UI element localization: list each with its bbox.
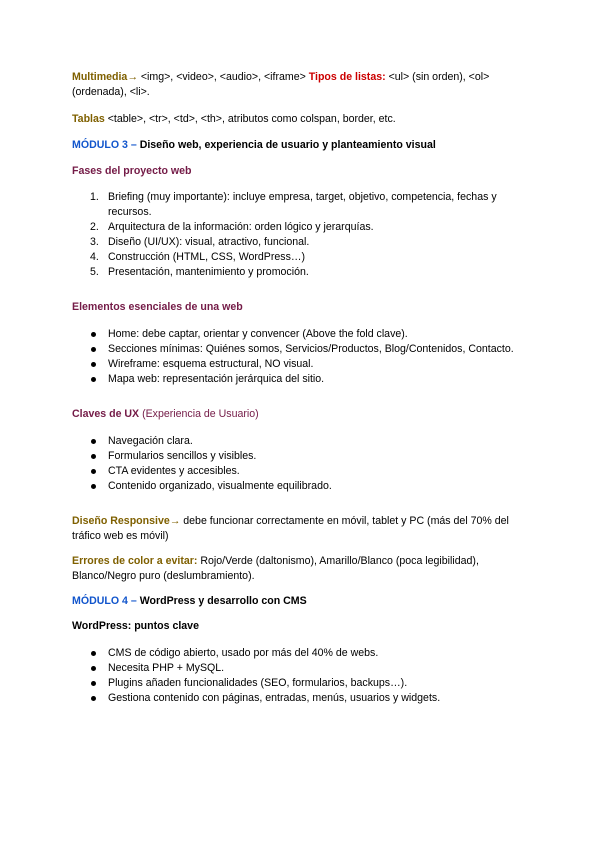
fases-list [72, 190, 528, 280]
list-item: 1. Briefing (muy importante): incluye empresa, target, objetivo, competencia, fechas y recursos. [90, 191, 497, 218]
list-item-text: Construcción (HTML, CSS, WordPress…) [108, 251, 306, 263]
list-item: 4. Construcción (HTML, CSS, WordPress…) [90, 251, 306, 263]
multimedia-paragraph [72, 70, 528, 100]
fases-heading: Fases del proyecto web [72, 165, 192, 177]
modulo4-title: WordPress y desarrollo con CMS [136, 595, 307, 607]
modulo4-prefix: MÓDULO 4 – [72, 595, 137, 607]
list-item-text: Presentación, mantenimiento y promoción. [108, 266, 309, 278]
list-item-text: CMS de código abierto, usado por más del 40% de webs. [108, 647, 379, 659]
bullet-icon [91, 666, 96, 671]
list-item [72, 676, 528, 691]
list-item [72, 661, 528, 676]
bullet-icon [91, 454, 96, 459]
list-item: 2. Arquitectura de la información: orden lógico y jerarquías. [90, 221, 374, 233]
multimedia-tags: <img>, <video>, <audio>, <iframe> [137, 71, 309, 83]
bullet-icon [91, 332, 96, 337]
document-page [72, 70, 528, 706]
list-item-text: Necesita PHP + MySQL. [108, 662, 225, 674]
list-item: 5. Presentación, mantenimiento y promoción. [90, 266, 309, 278]
list-item [72, 434, 528, 449]
elementos-list [72, 327, 528, 387]
list-item-text: Plugins añaden funcionalidades (SEO, formularios, backups…). [108, 677, 408, 689]
wordpress-heading: WordPress: puntos clave [72, 620, 199, 632]
modulo4-heading [72, 594, 528, 609]
errores-paragraph [72, 554, 528, 584]
bullet-icon [91, 484, 96, 489]
modulo3-prefix: MÓDULO 3 – [72, 139, 137, 151]
list-item-text: CTA evidentes y accesibles. [108, 465, 240, 477]
bullet-icon [91, 347, 96, 352]
bullet-icon [91, 696, 96, 701]
multimedia-label: Multimedia [72, 71, 128, 83]
responsive-label: Diseño Responsive [72, 515, 170, 527]
listas-label: Tipos de listas: [308, 71, 386, 83]
list-item-text: Formularios sencillos y visibles. [108, 450, 257, 462]
tablas-paragraph [72, 112, 528, 127]
list-item-text: Diseño (UI/UX): visual, atractivo, funcional. [108, 236, 310, 248]
list-item [72, 646, 528, 661]
list-item-text: Briefing (muy importante): incluye empresa, target, objetivo, competencia, fechas y recursos. [108, 191, 497, 218]
listas-text: <ul> (sin orden), <ol> (ordenada), <li>. [72, 71, 490, 98]
list-item: 3. Diseño (UI/UX): visual, atractivo, funcional. [90, 236, 310, 248]
list-item-text: Secciones mínimas: Quiénes somos, Servicios/Productos, Blog/Contenidos, Contacto. [108, 343, 514, 355]
list-item [72, 327, 528, 342]
bullet-icon [91, 362, 96, 367]
list-item [72, 342, 528, 357]
list-item-text: Arquitectura de la información: orden lógico y jerarquías. [108, 221, 374, 233]
arrow-icon: → [169, 515, 181, 527]
tablas-label: Tablas [72, 113, 105, 125]
list-item [72, 464, 528, 479]
list-item-text: Contenido organizado, visualmente equilibrado. [108, 480, 332, 492]
list-item [72, 479, 528, 494]
modulo3-heading [72, 138, 528, 153]
list-item [72, 357, 528, 372]
list-item-text: Gestiona contenido con páginas, entradas, menús, usuarios y widgets. [108, 692, 441, 704]
errores-text: Rojo/Verde (daltonismo), Amarillo/Blanco (poca legibilidad), Blanco/Negro puro (deslumbramiento). [72, 555, 479, 582]
modulo3-title: Diseño web, experiencia de usuario y planteamiento visual [136, 139, 436, 151]
wordpress-list [72, 646, 528, 706]
list-item-text: Wireframe: esquema estructural, NO visual. [108, 358, 314, 370]
ux-heading-rest: (Experiencia de Usuario) [139, 408, 259, 420]
list-item-text: Navegación clara. [108, 435, 193, 447]
ux-list [72, 434, 528, 494]
tablas-text: <table>, <tr>, <td>, <th>, atributos como colspan, border, etc. [104, 113, 396, 125]
elementos-heading: Elementos esenciales de una web [72, 301, 243, 313]
ux-heading-bold: Claves de UX [72, 408, 140, 420]
list-item [72, 691, 528, 706]
list-item [72, 449, 528, 464]
bullet-icon [91, 651, 96, 656]
list-item-text: Home: debe captar, orientar y convencer (Above the fold clave). [108, 328, 408, 340]
bullet-icon [91, 377, 96, 382]
list-item [72, 372, 528, 387]
errores-label: Errores de color a evitar: [72, 555, 198, 567]
ux-heading [72, 407, 528, 422]
bullet-icon [91, 439, 96, 444]
list-item-text: Mapa web: representación jerárquica del sitio. [108, 373, 325, 385]
responsive-paragraph [72, 514, 528, 544]
responsive-text: debe funcionar correctamente en móvil, tablet y PC (más del 70% del tráfico web es móvil) [72, 515, 509, 542]
bullet-icon [91, 681, 96, 686]
arrow-icon: → [127, 71, 138, 83]
bullet-icon [91, 469, 96, 474]
